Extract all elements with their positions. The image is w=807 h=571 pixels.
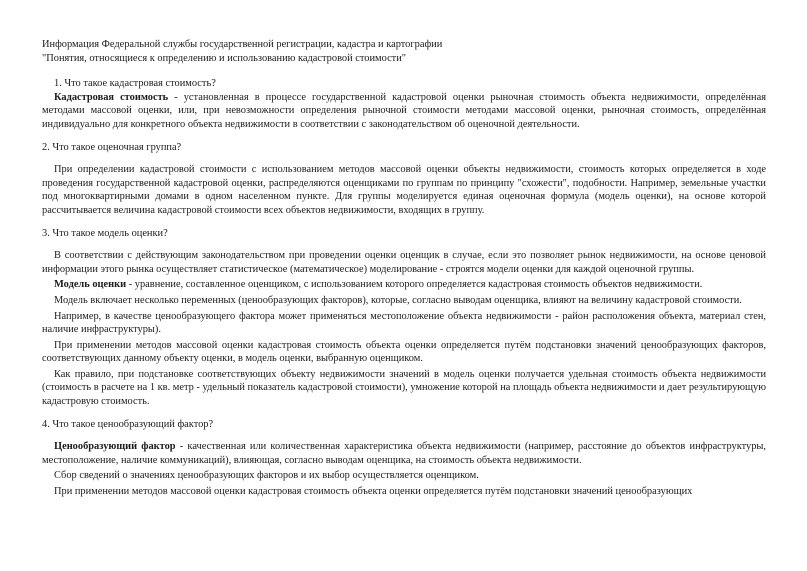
paragraph-example-factor: Например, в качестве ценообразующего фактора может применяться местоположение объекта недвижимости - район расположения объекта, материал стен, наличие инфраструктуры). <box>42 310 766 336</box>
paragraph-modeling: В соответствии с действующим законодательством при проведении оценки оценщик в случае, если это позволяет рынок недвижимости, на основе ценовой информации этого рынка осуществляет статистическое (математическое) моделирование - строятся модели оценки для каждой оценочной группы. <box>42 250 766 275</box>
term-valuation-model: Модель оценки <box>54 279 127 291</box>
definition-valuation-model <box>42 278 766 292</box>
definition-text: - установленная в процессе государственной кадастровой оценки рыночная стоимость объекта недвижимости, определённая методами массовой оценки, или, при невозможности определения рыночной стоимости методами массовой оценки, рыночная стоимость, определённая индивидуально для конкретного объекта недвижимости в соответствии с законодательством об оценочной деятельности. <box>42 91 766 130</box>
paragraph-mass-valuation: При применении методов массовой оценки кадастровая стоимость объекта оценки определяется путём подстановки значений ценообразующих факторов, соответствующих данному объекту оценки, в модель оценки, выбранную оценщиком. <box>42 339 766 365</box>
definition-cadastral-value <box>42 91 766 132</box>
definition-text: - уравнение, составленное оценщиком, с использованием которого определяется кадастровая стоимость объектов недвижимости. <box>126 279 703 291</box>
term-pricing-factor: Ценообразующий фактор <box>54 441 176 453</box>
definition-pricing-factor <box>42 440 766 467</box>
paragraph-data-collection: Сбор сведений о значениях ценообразующих факторов и их выбор осуществляется оценщиком. <box>54 470 479 482</box>
paragraph-unit-value: Как правило, при подстановке соответствующих объекту недвижимости значений в модель оценки получается удельная стоимость объекта недвижимости (стоимость в расчете на 1 кв. метр - удельный показатель кадастровой стоимости), умножение которой на площадь объекта недвижимости и дает результирующую кадастровую стоимость. <box>42 368 766 408</box>
header-agency: Информация Федеральной службы государственной регистрации, кадастра и картографии <box>42 39 443 50</box>
question-2: 2. Что такое оценочная группа? <box>42 141 182 153</box>
question-3: 3. Что такое модель оценки? <box>42 227 168 239</box>
paragraph-mass-valuation-cont: При применении методов массовой оценки кадастровая стоимость объекта оценки определяется путём подстановки значений ценообразующих <box>54 486 693 498</box>
term-cadastral-value: Кадастровая стоимость <box>54 91 169 103</box>
definition-text: - качественная или количественная характеристика объекта недвижимости (например, расстояние до объектов инфраструктуры, местоположение, наличие коммуникаций), влияющая, согласно выводам оценщика, на стоимость объекта недвижимости. <box>42 441 766 466</box>
header-title: "Понятия, относящиеся к определению и использованию кадастровой стоимости" <box>42 52 407 64</box>
question-1: 1. Что такое кадастровая стоимость? <box>54 78 216 90</box>
paragraph-valuation-group: При определении кадастровой стоимости с использованием методов массовой оценки объекты недвижимости, стоимость которых определяется в ходе проведения государственной кадастровой оценки, распределяются оценщиками по группам по принципу "схожести", подобности. Например, земельные участки под многоквартирными домами в одном населенном пункте. Для группы моделируется единая оценочная формула (модель оценки), на основе которой рассчитывается величина кадастровой стоимости всех объектов недвижимости, входящих в группу. <box>42 164 766 216</box>
question-4: 4. Что такое ценообразующий фактор? <box>42 418 214 430</box>
paragraph-model-variables: Модель включает несколько переменных (ценообразующих факторов), которые, согласно выводам оценщика, влияют на величину кадастровой стоимости. <box>54 294 742 306</box>
document-page <box>42 38 766 499</box>
